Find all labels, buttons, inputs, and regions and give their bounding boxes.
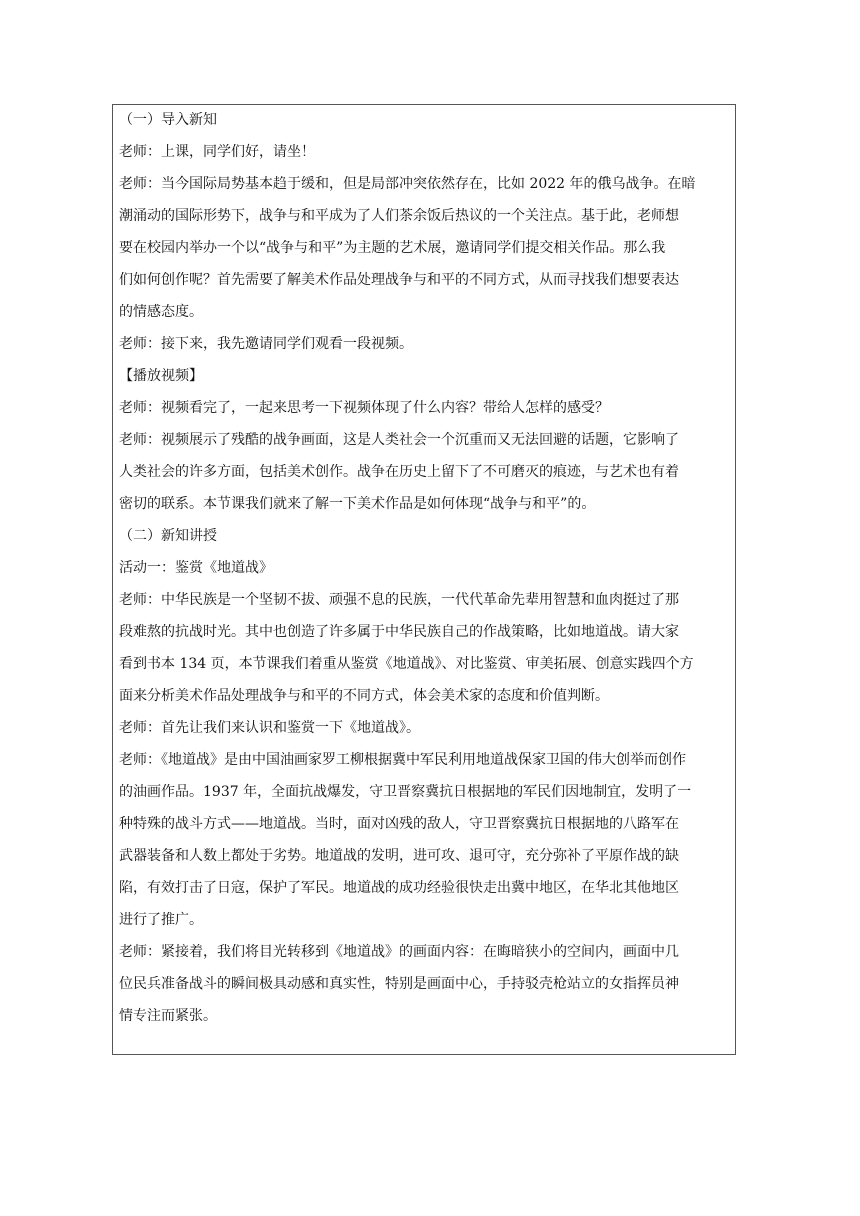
paragraph [119, 174, 729, 322]
text-line: 陷，有效打击了日寇，保护了军民。地道战的成功经验很快走出冀中地区，在华北其他地区 [119, 880, 679, 896]
text-line: 老师：视频看完了，一起来思考一下视频体现了什么内容？带给人怎样的感受？ [119, 400, 609, 416]
text-line: 活动一：鉴赏《地道战》 [119, 560, 273, 576]
text-line: （一）导入新知 [119, 112, 217, 128]
paragraph [119, 110, 729, 130]
text-line: 看到书本 134 页，本节课我们着重从鉴赏《地道战》、对比鉴赏、审美拓展、创意实践四个方 [119, 656, 694, 672]
text-line: 人类社会的许多方面，包括美术创作。战争在历史上留下了不可磨灭的痕迹，与艺术也有着 [119, 464, 679, 480]
text-line: 情专注而紧张。 [119, 1008, 217, 1024]
text-line: 老师：视频展示了残酷的战争画面，这是人类社会一个沉重而又无法回避的话题，它影响了 [119, 432, 679, 448]
text-line: 要在校园内举办一个以“战争与和平”为主题的艺术展，邀请同学们提交相关作品。那么我 [119, 240, 666, 256]
text-line: 段难熬的抗战时光。其中也创造了许多属于中华民族自己的作战策略，比如地道战。请大家 [119, 624, 679, 640]
text-line: 们如何创作呢？首先需要了解美术作品处理战争与和平的不同方式，从而寻找我们想要表达 [119, 272, 679, 288]
text-line: 面来分析美术作品处理战争与和平的不同方式，体会美术家的态度和价值判断。 [119, 688, 609, 704]
text-line: 潮涌动的国际形势下，战争与和平成为了人们茶余饭后热议的一个关注点。基于此，老师想 [119, 208, 679, 224]
paragraph [119, 558, 729, 578]
text-line: 位民兵准备战斗的瞬间极具动感和真实性，特别是画面中心，手持驳壳枪站立的女指挥员神 [119, 976, 679, 992]
paragraph [119, 526, 729, 546]
paragraph [119, 718, 729, 738]
paragraph [119, 142, 729, 162]
text-line: 进行了推广。 [119, 912, 203, 928]
text-line: 老师：《地道战》是由中国油画家罗工柳根据冀中军民利用地道战保家卫国的伟大创举而创作 [119, 752, 686, 768]
text-line: 老师：当今国际局势基本趋于缓和，但是局部冲突依然存在，比如 2022 年的俄乌战争。在暗 [119, 176, 696, 192]
text-line: 老师：上课，同学们好，请坐！ [119, 144, 315, 160]
text-line: 的情感态度。 [119, 304, 203, 320]
text-line: 武器装备和人数上都处于劣势。地道战的发明，进可攻、退可守，充分弥补了平原作战的缺 [119, 848, 679, 864]
paragraph [119, 430, 729, 514]
paragraph [119, 590, 729, 706]
lesson-text-body [119, 110, 729, 1026]
text-line: 的油画作品。1937 年，全面抗战爆发，守卫晋察冀抗日根据地的军民们因地制宜，发明了一 [119, 784, 692, 800]
text-line: 种特殊的战斗方式——地道战。当时，面对凶残的敌人，守卫晋察冀抗日根据地的八路军在 [119, 816, 679, 832]
text-line: 老师：首先让我们来认识和鉴赏一下《地道战》。 [119, 720, 420, 736]
paragraph [119, 942, 729, 1026]
paragraph [119, 398, 729, 418]
text-line: 老师：紧接着，我们将目光转移到《地道战》的画面内容：在晦暗狭小的空间内，画面中几 [119, 944, 679, 960]
text-line: 【播放视频】 [119, 368, 203, 384]
text-line: 老师：中华民族是一个坚韧不拔、顽强不息的民族，一代代革命先辈用智慧和血肉挺过了那 [119, 592, 679, 608]
paragraph [119, 334, 729, 354]
lesson-text-frame [112, 104, 736, 1055]
paragraph [119, 366, 729, 386]
text-line: 密切的联系。本节课我们就来了解一下美术作品是如何体现“战争与和平”的。 [119, 496, 596, 512]
text-line: 老师：接下来，我先邀请同学们观看一段视频。 [119, 336, 413, 352]
text-line: （二）新知讲授 [119, 528, 217, 544]
paragraph [119, 750, 729, 930]
